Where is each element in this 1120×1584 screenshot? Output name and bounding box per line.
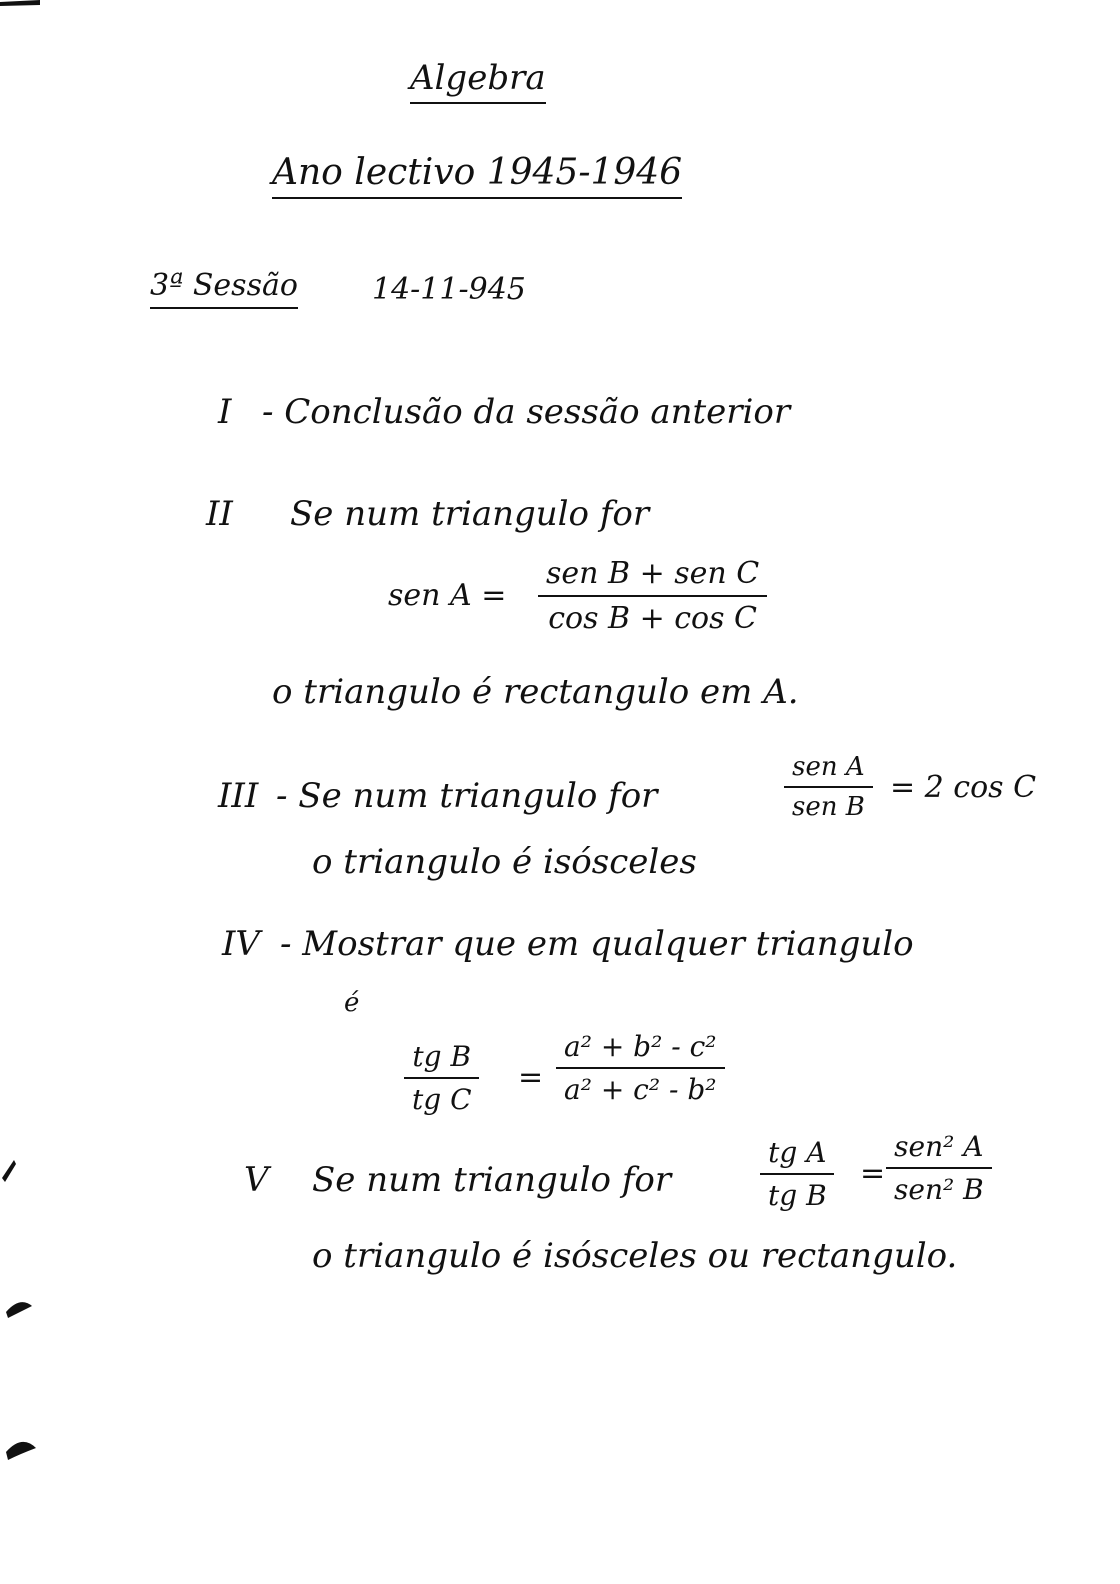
item-ii-denominator: cos B + cos C bbox=[548, 601, 758, 636]
item-iv-line1: - Mostrar que em qualquer triangulo bbox=[280, 924, 914, 964]
item-iii-line1: - Se num triangulo for bbox=[276, 776, 658, 816]
item-iii-fraction bbox=[784, 752, 873, 822]
item-iv-line2: é bbox=[344, 988, 360, 1018]
item-iii-numeral: III bbox=[218, 776, 259, 816]
item-v-right-numerator: sen² A bbox=[886, 1130, 991, 1169]
item-v-right-fraction bbox=[886, 1130, 992, 1206]
item-v-line2: o triangulo é isósceles ou rectangulo. bbox=[312, 1236, 958, 1276]
item-v-left-denominator: tg B bbox=[768, 1179, 827, 1212]
item-v-line1: Se num triangulo for bbox=[312, 1160, 672, 1200]
item-ii-lhs: sen A = bbox=[388, 578, 507, 613]
item-iv-numeral: IV bbox=[222, 924, 260, 964]
academic-year: Ano lectivo 1945-1946 bbox=[272, 152, 682, 199]
item-iv-left-fraction bbox=[404, 1040, 480, 1116]
item-ii-numeral: II bbox=[206, 494, 233, 534]
item-iv-right-fraction bbox=[556, 1030, 725, 1106]
item-iv-right-denominator: a² + c² - b² bbox=[564, 1073, 717, 1106]
item-iii-numerator: sen A bbox=[784, 752, 873, 788]
scan-mark-left-2 bbox=[6, 1302, 32, 1318]
item-v-left-numerator: tg A bbox=[760, 1136, 834, 1175]
scan-mark-left-3 bbox=[6, 1442, 36, 1460]
item-iii-rhs: = 2 cos C bbox=[890, 770, 1037, 805]
item-iii-line2: o triangulo é isósceles bbox=[312, 842, 697, 882]
item-ii-fraction bbox=[538, 556, 767, 636]
lesson-number: 3ª Sessão bbox=[150, 268, 298, 309]
item-i-text: - Conclusão da sessão anterior bbox=[262, 392, 791, 432]
item-v-equals: = bbox=[860, 1156, 886, 1191]
item-iv-left-numerator: tg B bbox=[404, 1040, 479, 1079]
item-ii-numerator: sen B + sen C bbox=[538, 556, 767, 597]
scan-mark-top-left bbox=[0, 0, 40, 6]
item-ii-line1: Se num triangulo for bbox=[290, 494, 650, 534]
item-ii-line2: o triangulo é rectangulo em A. bbox=[272, 672, 799, 712]
item-iv-left-denominator: tg C bbox=[412, 1083, 472, 1116]
item-iii-denominator: sen B bbox=[792, 792, 865, 822]
scan-mark-left-1 bbox=[2, 1160, 16, 1182]
item-iv-right-numerator: a² + b² - c² bbox=[556, 1030, 725, 1069]
lesson-date: 14-11-945 bbox=[372, 272, 526, 307]
item-v-left-fraction bbox=[760, 1136, 835, 1212]
item-v-right-denominator: sen² B bbox=[894, 1173, 984, 1206]
item-i-numeral: I bbox=[218, 392, 232, 432]
item-v-numeral: V bbox=[244, 1160, 269, 1200]
page-title: Algebra bbox=[410, 58, 546, 104]
item-iv-equals: = bbox=[518, 1060, 544, 1095]
